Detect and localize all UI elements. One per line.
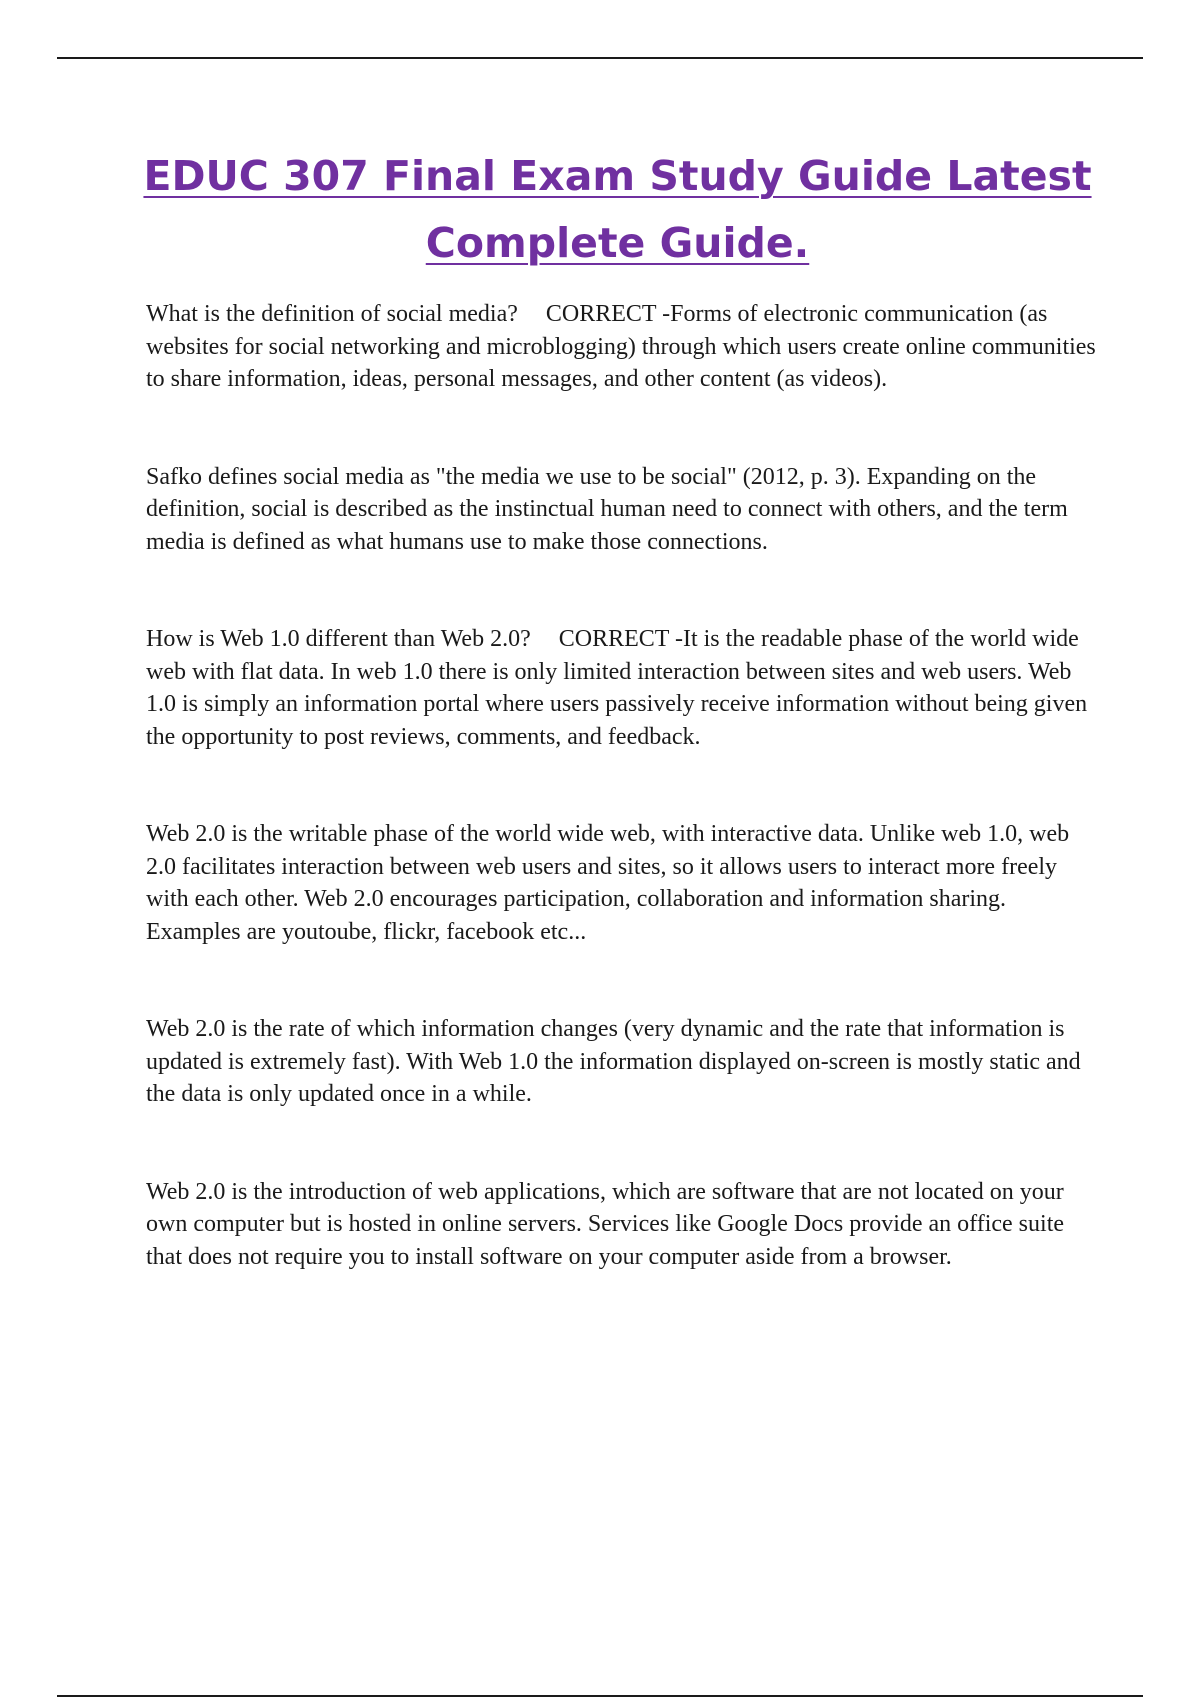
answer-text: CORRECT -It is the readable phase of the world wide web with flat data. In web 1.0 there is only limited interaction between sites and web users. Web 1.0 is simply an information portal where users passively receive information without being given the opportunity to post reviews, comments, and feedback. [146,626,1088,750]
footer-rule [57,1695,1143,1697]
title-line-1: EDUC 307 Final Exam Study Guide Latest [143,152,1092,200]
paragraph-safko-definition: Safko defines social media as "the media we use to be social" (2012, p. 3). Expanding on the definition, social is described as the instinctual human need to connect with others, and the term media is defined as what humans use to make those connections. [146,463,1068,555]
header-rule [57,57,1143,59]
document-body [146,298,1096,1338]
question-text: How is Web 1.0 different than Web 2.0? [146,626,531,652]
answer-text: CORRECT -Forms of electronic communication (as websites for social networking and microblogging) through which users create online communities to share information, ideas, personal messages, and other content (as videos). [146,301,1096,392]
title-line-2: Complete Guide. [425,219,810,267]
paragraph-web2-dynamic: Web 2.0 is the rate of which information changes (very dynamic and the rate that information is updated is extremely fast). With Web 1.0 the information displayed on-screen is mostly static and the data is only updated once in a while. [146,1016,1081,1107]
qa-paragraph-social-media [146,298,1096,396]
document-title [120,143,1115,277]
paragraph-web2-applications: Web 2.0 is the introduction of web applications, which are software that are not located on your own computer but is hosted in online servers. Services like Google Docs provide an office suite that does not require you to install software on your computer aside from a browser. [146,1178,1065,1270]
paragraph-web2-writable: Web 2.0 is the writable phase of the world wide web, with interactive data. Unlike web 1.0, web 2.0 facilitates interaction between web users and sites, so it allows users to interact more freely with each other. Web 2.0 encourages participation, collaboration and information sharing. Examples are youtoube, flickr, facebook etc... [146,821,1070,945]
qa-paragraph-web1-vs-web2 [146,623,1096,753]
question-text: What is the definition of social media? [146,301,518,327]
